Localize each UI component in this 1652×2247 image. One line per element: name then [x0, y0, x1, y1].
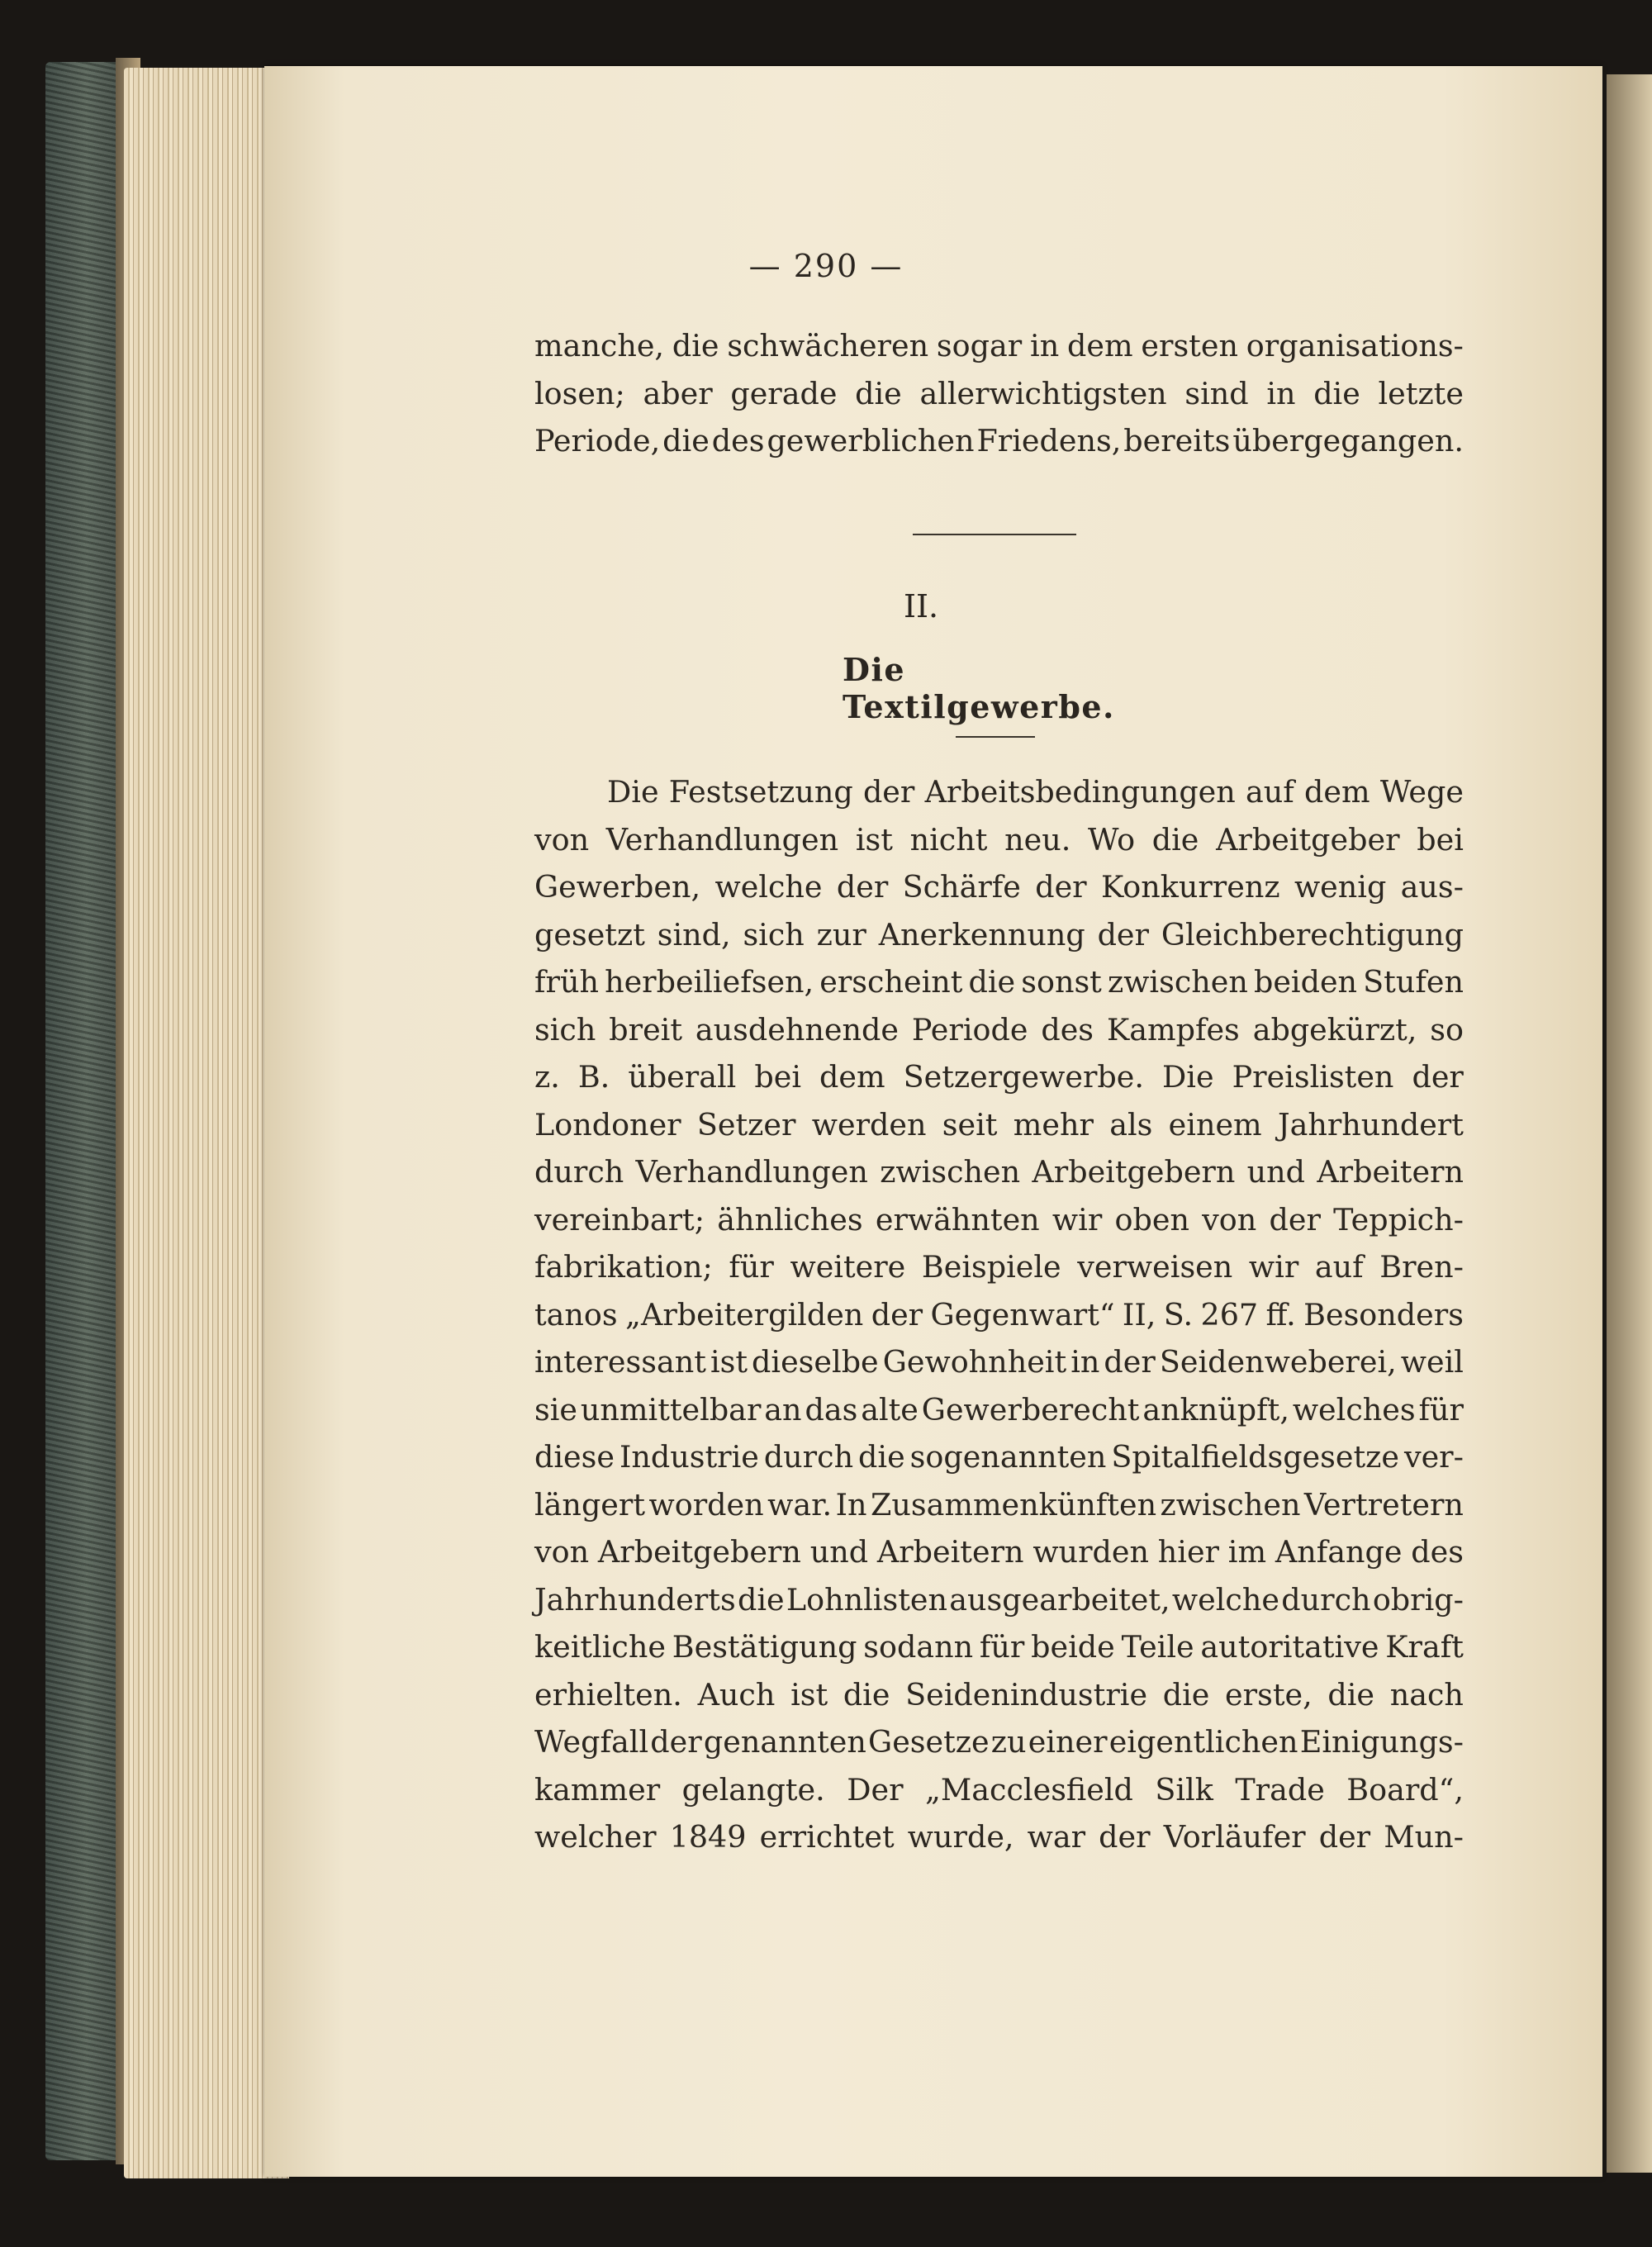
word: Auch [697, 1676, 776, 1713]
word: war. [767, 1486, 833, 1523]
word: die [737, 1581, 785, 1618]
word: der [862, 774, 915, 810]
word: Besonders [1303, 1296, 1464, 1333]
word: Vertretern [1303, 1486, 1464, 1523]
word: ist [855, 821, 893, 857]
word: im [1227, 1534, 1267, 1570]
word: Jahrhundert [1277, 1106, 1464, 1143]
word: welche [714, 869, 823, 905]
word: sodann [863, 1629, 974, 1665]
word: der [1035, 869, 1087, 905]
word: ausdehnende [695, 1011, 899, 1047]
section-number: II. [904, 588, 939, 625]
word: Arbeitgeber [1216, 821, 1400, 857]
word: aus- [1400, 869, 1464, 905]
word: von [534, 821, 590, 857]
word: auf [1246, 774, 1294, 810]
word: 1849 [669, 1819, 747, 1855]
word: Setzer [696, 1106, 796, 1143]
word: ersten [1141, 328, 1238, 363]
word: erhielten. [534, 1676, 682, 1713]
word: auf [1314, 1249, 1364, 1285]
word: Teppich- [1333, 1201, 1464, 1238]
word: des [711, 423, 765, 458]
word: übergegangen. [1232, 423, 1464, 458]
word: worden [648, 1486, 764, 1523]
word: Schärfe [902, 869, 1021, 905]
word: Kampfes [1106, 1011, 1240, 1047]
word: Periode [911, 1011, 1028, 1047]
text-line [534, 1338, 1464, 1386]
word: ver- [1403, 1439, 1464, 1475]
word: Spitalfieldsgesetze [1111, 1439, 1399, 1475]
word: der [836, 869, 889, 905]
word: und [1246, 1154, 1306, 1190]
word: Stufen [1363, 964, 1464, 1000]
word: breit [609, 1011, 683, 1047]
word: von [1202, 1201, 1257, 1238]
word: Londoner [534, 1106, 681, 1143]
word: II, [1122, 1296, 1156, 1333]
text-line [534, 1148, 1464, 1196]
word: wir [1051, 1201, 1103, 1238]
word: alte [861, 1391, 919, 1428]
word: in [1266, 375, 1296, 411]
word: diese [534, 1439, 615, 1475]
word: sind [1184, 375, 1249, 411]
section-divider-top [913, 534, 1076, 535]
word: eigentlichen [1108, 1724, 1298, 1760]
word: der [650, 1724, 702, 1760]
word: wurde, [907, 1819, 1014, 1855]
word: gewerblichen [767, 423, 975, 458]
word: die [1313, 375, 1360, 411]
word: allerwichtigsten [919, 375, 1167, 411]
word: sogenannten [909, 1439, 1107, 1475]
text-line [534, 1528, 1464, 1576]
word: die [1327, 1676, 1375, 1713]
word: die [855, 375, 902, 411]
word: Vorläufer [1163, 1819, 1306, 1855]
word: die [1162, 1676, 1210, 1713]
word: die [662, 423, 710, 458]
word: sind, [657, 916, 731, 952]
word: der [1318, 1819, 1371, 1855]
word: ist [710, 1344, 748, 1380]
text-line [534, 1623, 1464, 1671]
text-line [534, 322, 1464, 370]
word: Periode, [534, 423, 661, 458]
word: neu. [1004, 821, 1071, 857]
word: war [1027, 1819, 1086, 1855]
word: für [1418, 1391, 1464, 1428]
word: Verhandlungen [635, 1154, 868, 1190]
word: losen; [534, 375, 625, 411]
word: sich [534, 1011, 596, 1047]
word: dieselbe [752, 1344, 879, 1380]
word: seit [942, 1106, 998, 1143]
word: Setzergewerbe. [903, 1059, 1144, 1095]
word: Wo [1088, 821, 1136, 857]
word: Die [1162, 1059, 1214, 1095]
word: hier [1157, 1534, 1219, 1570]
word: Die [607, 774, 659, 810]
word: Festsetzung [668, 774, 853, 810]
word: gelangte. [681, 1771, 825, 1808]
word: Konkurrenz [1100, 869, 1280, 905]
word: verweisen [1077, 1249, 1233, 1285]
word: der [1269, 1201, 1321, 1238]
word: letzte [1378, 375, 1464, 411]
word: zu [990, 1724, 1027, 1760]
word: durch [534, 1154, 624, 1190]
word: tanos [534, 1296, 618, 1333]
word: zwischen [1107, 964, 1248, 1000]
word: die [672, 328, 719, 363]
word: Gleichberechtigung [1161, 916, 1464, 952]
word: die [858, 1439, 905, 1475]
text-line [534, 417, 1464, 465]
word: und [809, 1534, 869, 1570]
word: Der [847, 1771, 904, 1808]
word: sich [743, 916, 805, 952]
word: einer [1028, 1724, 1108, 1760]
word: der [1412, 1059, 1464, 1095]
word: Gewerberecht [921, 1391, 1140, 1428]
word: genannten [703, 1724, 866, 1760]
word: Arbeitern [876, 1534, 1024, 1570]
word: Trade [1235, 1771, 1325, 1808]
word: Seidenindustrie [905, 1676, 1148, 1713]
section-title: Die Textilgewerbe. [843, 651, 1115, 725]
word: der [1104, 1344, 1156, 1380]
text-line [534, 1291, 1464, 1339]
word: unmittelbar [580, 1391, 762, 1428]
word: der [1097, 916, 1149, 952]
word: Gewohnheit [882, 1344, 1067, 1380]
word: Arbeitgebern [597, 1534, 801, 1570]
word: anknüpft, [1142, 1391, 1289, 1428]
word: an [764, 1391, 802, 1428]
word: aber [643, 375, 713, 411]
word: erwähnten [875, 1201, 1040, 1238]
word: sie [534, 1391, 578, 1428]
word: die [968, 964, 1016, 1000]
word: Gewerben, [534, 869, 701, 905]
word: dem [1067, 328, 1133, 363]
word: Bren- [1379, 1249, 1464, 1285]
word: durch [763, 1439, 854, 1475]
word: interessant [534, 1344, 706, 1380]
word: Beispiele [921, 1249, 1061, 1285]
word: Mun- [1384, 1819, 1464, 1855]
word: Gesetze [868, 1724, 990, 1760]
word: bereits [1123, 423, 1231, 458]
word: Jahrhunderts [534, 1581, 736, 1618]
main-paragraph [534, 768, 1464, 1861]
word: abgekürzt, [1252, 1011, 1417, 1047]
section-divider-bottom [956, 736, 1035, 738]
text-line [534, 1006, 1464, 1054]
word: Anfange [1275, 1534, 1403, 1570]
word: Silk [1155, 1771, 1213, 1808]
word: Friedens, [976, 423, 1122, 458]
word: nicht [909, 821, 988, 857]
word: wurden [1032, 1534, 1149, 1570]
word: Wegfall [534, 1724, 649, 1760]
word: Zusammenkünften [870, 1486, 1157, 1523]
text-line [534, 911, 1464, 959]
word: bei [754, 1059, 801, 1095]
word: früh [534, 964, 599, 1000]
word: Arbeitsbedingungen [924, 774, 1236, 810]
word: Anerkennung [878, 916, 1085, 952]
word: keitliche [534, 1629, 666, 1665]
word: zwischen [880, 1154, 1021, 1190]
word: so [1430, 1011, 1464, 1047]
word: organisations- [1246, 328, 1464, 363]
word: In [835, 1486, 867, 1523]
word: erscheint [819, 964, 963, 1000]
word: kammer [534, 1771, 661, 1808]
text-line [534, 370, 1464, 418]
word: herbeiliefsen, [605, 964, 814, 1000]
word: ist [790, 1676, 828, 1713]
text-line [534, 1101, 1464, 1149]
word: weitere [790, 1249, 906, 1285]
word: „Arbeitergilden [625, 1296, 864, 1333]
word: einem [1168, 1106, 1262, 1143]
text-line [534, 1433, 1464, 1481]
word: Arbeitern [1317, 1154, 1464, 1190]
word: errichtet [759, 1819, 895, 1855]
text-line [534, 1243, 1464, 1291]
word: obrig- [1372, 1581, 1464, 1618]
word: als [1109, 1106, 1153, 1143]
text-line [534, 816, 1464, 864]
word: beiden [1253, 964, 1358, 1000]
word: für [729, 1249, 774, 1285]
word: Gegenwart“ [930, 1296, 1115, 1333]
word: Einigungs- [1299, 1724, 1464, 1760]
word: in [1030, 328, 1060, 363]
word: ähnliches [717, 1201, 863, 1238]
text-line [534, 1671, 1464, 1719]
word: ausgearbeitet, [949, 1581, 1170, 1618]
word: welches [1292, 1391, 1416, 1428]
word: der [871, 1296, 923, 1333]
text-line [534, 958, 1464, 1006]
word: Lohnlisten [786, 1581, 947, 1618]
word: 267 [1200, 1296, 1259, 1333]
facing-page-edge [1607, 74, 1652, 2173]
word: werden [811, 1106, 927, 1143]
word: Board“, [1346, 1771, 1464, 1808]
word: in [1070, 1344, 1100, 1380]
word: längert [534, 1486, 646, 1523]
word: gerade [730, 375, 838, 411]
word: Verhandlungen [605, 821, 839, 857]
word: zwischen [1160, 1486, 1301, 1523]
word: Industrie [619, 1439, 759, 1475]
word: wenig [1294, 869, 1387, 905]
text-line [534, 863, 1464, 911]
word: bei [1417, 821, 1464, 857]
word: Wege [1379, 774, 1464, 810]
page-number: — 290 — [748, 248, 904, 284]
word: manche, [534, 328, 665, 363]
word: die [843, 1676, 890, 1713]
word: erste, [1225, 1676, 1313, 1713]
text-line [534, 1386, 1464, 1434]
word: des [1041, 1011, 1094, 1047]
word: z. [534, 1059, 560, 1095]
word: die [1151, 821, 1199, 857]
word: welcher [534, 1819, 657, 1855]
text-line [534, 1481, 1464, 1529]
word: S. [1163, 1296, 1194, 1333]
word: des [1411, 1534, 1464, 1570]
text-line [534, 1053, 1464, 1101]
word: Preislisten [1232, 1059, 1394, 1095]
word: das [805, 1391, 858, 1428]
word: Kraft [1385, 1629, 1464, 1665]
word: B. [577, 1059, 610, 1095]
word: wir [1248, 1249, 1299, 1285]
word: welche [1171, 1581, 1279, 1618]
word: weil [1400, 1344, 1464, 1380]
word: sogar [936, 328, 1023, 363]
word: nach [1389, 1676, 1464, 1713]
word: dem [1304, 774, 1370, 810]
word: sonst [1021, 964, 1102, 1000]
word: schwächeren [727, 328, 929, 363]
word: der [1099, 1819, 1151, 1855]
word: für [979, 1629, 1025, 1665]
word: Bestätigung [672, 1629, 857, 1665]
text-line [534, 1576, 1464, 1624]
word: Teile [1121, 1629, 1194, 1665]
text-line [534, 1766, 1464, 1814]
text-line [534, 1196, 1464, 1244]
word: fabrikation; [534, 1249, 713, 1285]
word: dem [819, 1059, 885, 1095]
word: autoritative [1200, 1629, 1379, 1665]
word: von [534, 1534, 590, 1570]
text-line [534, 768, 1464, 816]
word: durch [1281, 1581, 1371, 1618]
word: ff. [1265, 1296, 1296, 1333]
word: oben [1114, 1201, 1189, 1238]
intro-paragraph [534, 322, 1464, 465]
word: Arbeitgebern [1032, 1154, 1236, 1190]
text-line [534, 1813, 1464, 1861]
word: zur [816, 916, 866, 952]
text-line [534, 1718, 1464, 1766]
word: überall [628, 1059, 737, 1095]
word: beide [1031, 1629, 1115, 1665]
word: Seidenweberei, [1159, 1344, 1397, 1380]
word: „Macclesfield [925, 1771, 1133, 1808]
word: mehr [1013, 1106, 1094, 1143]
word: vereinbart; [534, 1201, 705, 1238]
word: gesetzt [534, 916, 645, 952]
